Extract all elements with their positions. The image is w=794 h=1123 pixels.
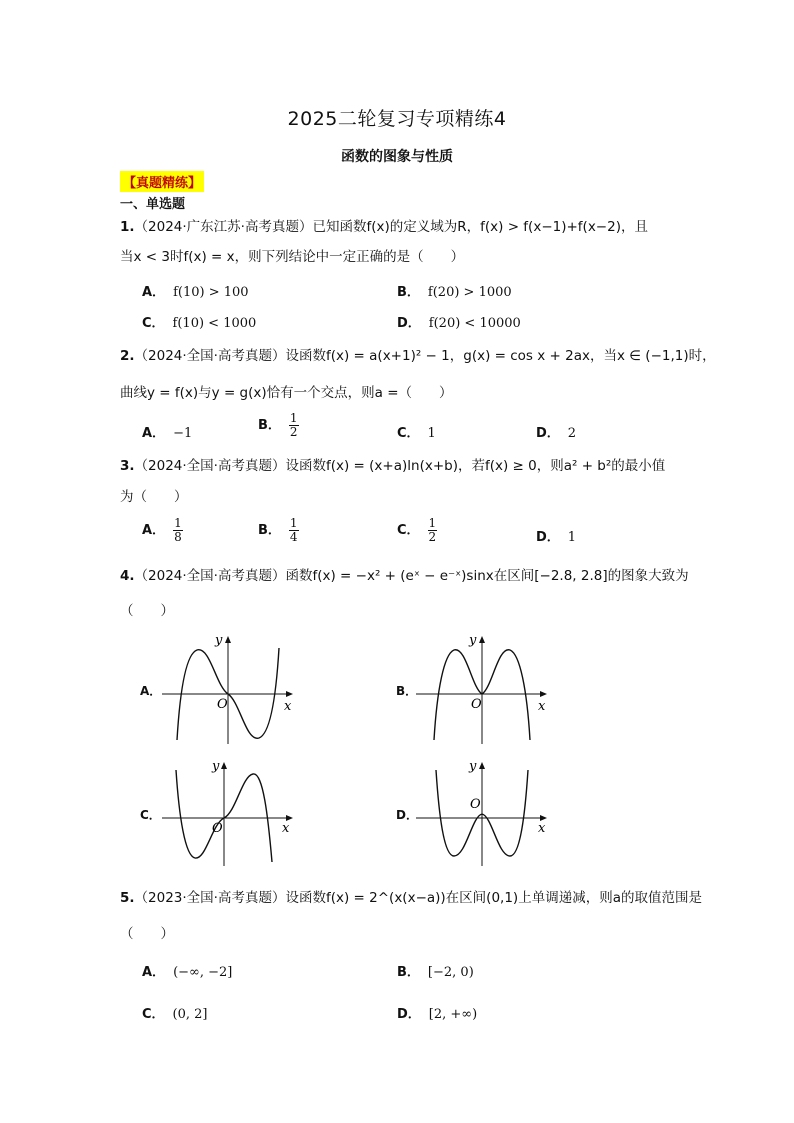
option-a: A． $\frac{1}{8}$ <box>142 516 182 544</box>
question-number: 1. <box>120 219 135 235</box>
question-3-line-1 <box>120 456 665 476</box>
question-1-line-1 <box>120 217 648 237</box>
graph-label-b: B． <box>396 684 418 698</box>
option-a: A． (−∞, −2] <box>142 965 233 980</box>
option-c: C． 1 <box>397 426 436 441</box>
y-axis-arrow-icon <box>479 636 485 643</box>
option-d: D． 1 <box>536 530 577 545</box>
origin-label: O <box>471 697 482 712</box>
origin-label: O <box>212 821 223 836</box>
question-number: 3. <box>120 458 135 474</box>
question-4-line-2: （ ） <box>120 603 174 619</box>
graph-b <box>414 630 554 746</box>
option-d: D． [2, +∞) <box>397 1007 478 1022</box>
page-title: 2025二轮复习专项精练4 <box>287 108 507 130</box>
x-axis-label: x <box>538 699 546 714</box>
origin-label: O <box>470 797 481 812</box>
question-source: （2024·全国·高考真题） <box>134 458 286 474</box>
y-axis-arrow-icon <box>225 636 231 643</box>
question-source: （2024·全国·高考真题） <box>134 348 286 364</box>
x-axis-label: x <box>282 821 290 836</box>
page-subtitle: 函数的图象与性质 <box>341 149 453 165</box>
option-c: C． (0, 2] <box>142 1007 208 1022</box>
graph-label-c: C． <box>140 808 161 822</box>
y-axis-label: y <box>469 633 477 648</box>
option-a: A． −1 <box>142 426 193 441</box>
question-number: 5. <box>120 890 135 906</box>
question-text: 设函数f(x) = 2^(x(x−a))在区间(0,1)上单调递减，则a的取值范围是 <box>285 890 702 906</box>
y-axis-label: y <box>212 759 220 774</box>
graph-label-d: D． <box>396 808 418 822</box>
question-text: 设函数f(x) = (x+a)ln(x+b)，若f(x) ≥ 0，则a² + b²的最小值 <box>285 458 666 474</box>
x-axis-label: x <box>284 699 292 714</box>
section-heading: 一、单选题 <box>120 197 186 212</box>
fraction: $\frac{1}{4}$ <box>289 516 298 544</box>
question-number: 4. <box>120 568 135 584</box>
question-source: （2024·广东江苏·高考真题） <box>134 219 313 235</box>
question-5-line-1 <box>120 888 702 908</box>
option-a: A． f(10) > 100 <box>142 285 249 300</box>
fraction: $\frac{1}{2}$ <box>289 411 298 439</box>
question-source: （2023·全国·高考真题） <box>134 890 286 906</box>
fraction: $\frac{1}{2}$ <box>428 516 437 544</box>
option-c: C． $\frac{1}{2}$ <box>397 516 437 544</box>
y-axis-label: y <box>215 633 223 648</box>
question-text: 设函数f(x) = a(x+1)² − 1，g(x) = cos x + 2ax，当x ∈ (−1,1)时， <box>285 348 716 364</box>
origin-label: O <box>217 697 228 712</box>
option-b: B． $\frac{1}{2}$ <box>258 411 298 439</box>
fraction: $\frac{1}{8}$ <box>174 516 182 544</box>
question-source: （2024·全国·高考真题） <box>134 568 286 584</box>
question-text: 函数f(x) = −x² + (eˣ − e⁻ˣ)sinx在区间[−2.8, 2.8]的图象大致为 <box>285 568 689 584</box>
graph-c <box>160 756 300 868</box>
option-d: D． f(20) < 10000 <box>397 316 521 331</box>
y-axis-label: y <box>469 759 477 774</box>
y-axis-arrow-icon <box>221 762 227 769</box>
x-axis-arrow-icon <box>540 691 547 697</box>
option-d: D． 2 <box>536 426 577 441</box>
question-2-line-1 <box>120 346 716 366</box>
question-2-line-2: 曲线y = f(x)与y = g(x)恰有一个交点，则a =（ ） <box>120 385 453 401</box>
option-b: B． f(20) > 1000 <box>397 285 512 300</box>
x-axis-label: x <box>538 821 546 836</box>
y-axis-arrow-icon <box>479 762 485 769</box>
graph-d <box>414 756 554 868</box>
question-number: 2. <box>120 348 135 364</box>
question-3-line-2: 为（ ） <box>120 489 188 505</box>
option-b: B． $\frac{1}{4}$ <box>258 516 298 544</box>
question-text: 已知函数f(x)的定义域为R，f(x) > f(x−1)+f(x−2)，且 <box>312 219 648 235</box>
option-b: B． [−2, 0) <box>397 965 474 980</box>
x-axis-arrow-icon <box>286 691 293 697</box>
question-5-line-2: （ ） <box>120 926 174 942</box>
graph-a <box>160 630 300 746</box>
question-4-line-1 <box>120 566 689 586</box>
option-c: C． f(10) < 1000 <box>142 316 257 331</box>
question-1-line-2: 当x < 3时f(x) = x，则下列结论中一定正确的是（ ） <box>120 249 465 265</box>
section-tag: 【真题精练】 <box>120 171 204 192</box>
graph-label-a: A． <box>140 684 162 698</box>
